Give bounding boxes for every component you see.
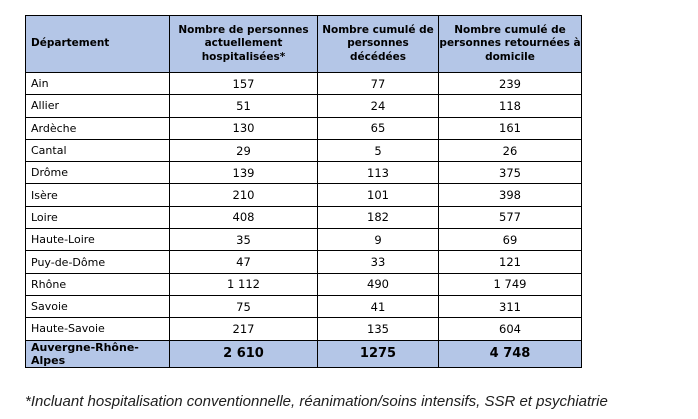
- cell-returned-home: 577: [439, 206, 582, 228]
- header-hospitalized: Nombre de personnes actuellement hospitalisées*: [170, 16, 318, 73]
- cell-returned-home: 69: [439, 229, 582, 251]
- cell-department: Allier: [26, 95, 170, 117]
- table-row: [26, 73, 582, 95]
- cell-deceased: 9: [318, 229, 439, 251]
- table-header: [26, 16, 582, 73]
- cell-returned-home: 26: [439, 139, 582, 161]
- table-row: [26, 295, 582, 317]
- cell-deceased: 113: [318, 162, 439, 184]
- cell-deceased: 33: [318, 251, 439, 273]
- total-hospitalized: 2 610: [170, 340, 318, 367]
- cell-department: Puy-de-Dôme: [26, 251, 170, 273]
- cell-department: Haute-Savoie: [26, 318, 170, 340]
- total-row: [26, 340, 582, 367]
- cell-hospitalized: 47: [170, 251, 318, 273]
- cell-deceased: 490: [318, 273, 439, 295]
- table-row: [26, 273, 582, 295]
- header-department: Département: [26, 16, 170, 73]
- table-row: [26, 229, 582, 251]
- cell-department: Rhône: [26, 273, 170, 295]
- cell-returned-home: 375: [439, 162, 582, 184]
- cell-department: Savoie: [26, 295, 170, 317]
- cell-department: Drôme: [26, 162, 170, 184]
- table-row: [26, 117, 582, 139]
- cell-deceased: 24: [318, 95, 439, 117]
- total-region: Auvergne-Rhône-Alpes: [26, 340, 170, 367]
- cell-deceased: 182: [318, 206, 439, 228]
- cell-hospitalized: 130: [170, 117, 318, 139]
- table-row: [26, 162, 582, 184]
- cell-returned-home: 239: [439, 73, 582, 95]
- cell-deceased: 5: [318, 139, 439, 161]
- covid-department-table: [25, 15, 582, 368]
- total-deceased: 1275: [318, 340, 439, 367]
- cell-deceased: 135: [318, 318, 439, 340]
- table-row: [26, 184, 582, 206]
- cell-hospitalized: 75: [170, 295, 318, 317]
- cell-returned-home: 1 749: [439, 273, 582, 295]
- cell-hospitalized: 35: [170, 229, 318, 251]
- cell-department: Loire: [26, 206, 170, 228]
- cell-returned-home: 118: [439, 95, 582, 117]
- table-row: [26, 318, 582, 340]
- table-row: [26, 251, 582, 273]
- cell-hospitalized: 408: [170, 206, 318, 228]
- cell-hospitalized: 139: [170, 162, 318, 184]
- cell-hospitalized: 217: [170, 318, 318, 340]
- cell-returned-home: 604: [439, 318, 582, 340]
- total-returned-home: 4 748: [439, 340, 582, 367]
- table-body: [26, 73, 582, 368]
- table-row: [26, 139, 582, 161]
- cell-hospitalized: 1 112: [170, 273, 318, 295]
- cell-returned-home: 398: [439, 184, 582, 206]
- footnote: *Incluant hospitalisation conventionnelle, réanimation/soins intensifs, SSR et psychiatrie: [25, 393, 608, 410]
- cell-department: Ardèche: [26, 117, 170, 139]
- cell-deceased: 65: [318, 117, 439, 139]
- header-returned-home: Nombre cumulé de personnes retournées à domicile: [439, 16, 582, 73]
- cell-hospitalized: 29: [170, 139, 318, 161]
- cell-department: Cantal: [26, 139, 170, 161]
- cell-hospitalized: 157: [170, 73, 318, 95]
- table-row: [26, 206, 582, 228]
- header-row: [26, 16, 582, 73]
- cell-hospitalized: 51: [170, 95, 318, 117]
- cell-deceased: 41: [318, 295, 439, 317]
- cell-returned-home: 161: [439, 117, 582, 139]
- header-deceased: Nombre cumulé de personnes décédées: [318, 16, 439, 73]
- cell-department: Ain: [26, 73, 170, 95]
- cell-deceased: 101: [318, 184, 439, 206]
- cell-deceased: 77: [318, 73, 439, 95]
- cell-hospitalized: 210: [170, 184, 318, 206]
- cell-returned-home: 311: [439, 295, 582, 317]
- cell-returned-home: 121: [439, 251, 582, 273]
- table-row: [26, 95, 582, 117]
- cell-department: Isère: [26, 184, 170, 206]
- cell-department: Haute-Loire: [26, 229, 170, 251]
